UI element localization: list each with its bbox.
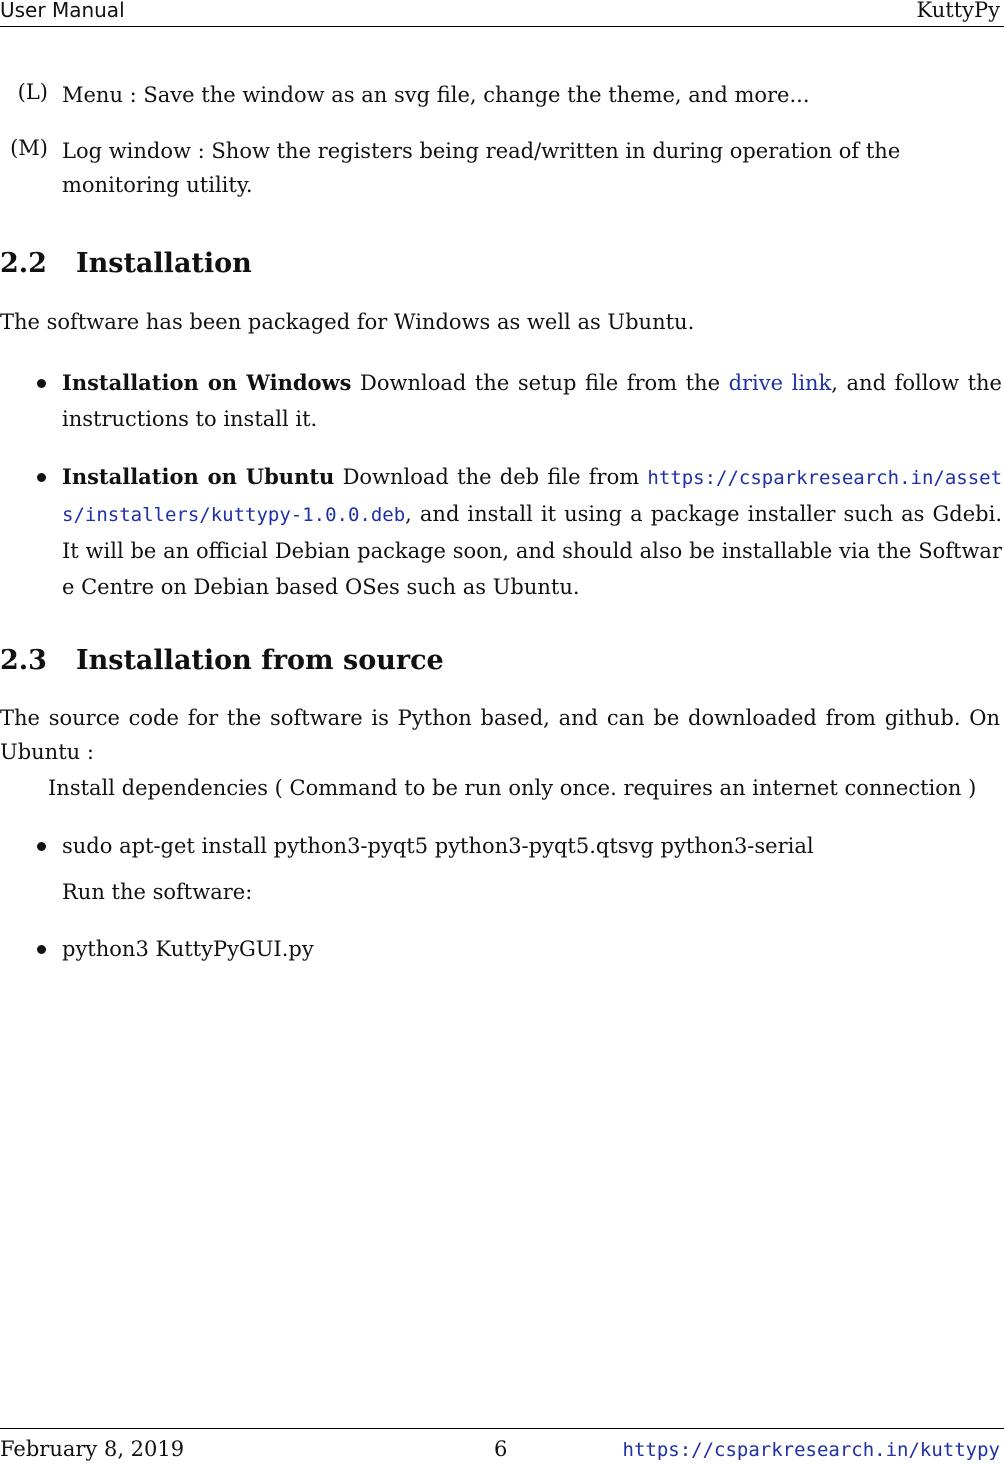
bullet-text: Download the deb file from bbox=[334, 465, 648, 489]
bullet-icon bbox=[37, 473, 46, 482]
section-number: 2.2 bbox=[0, 248, 47, 279]
run-command: python3 KuttyPyGUI.py bbox=[62, 937, 314, 961]
page-footer bbox=[0, 1428, 1004, 1467]
bullet-text: , and follow the instructions to install it. bbox=[62, 371, 1002, 431]
section-title: Installation from source bbox=[76, 645, 444, 676]
page-header bbox=[0, 0, 1004, 27]
section-number: 2.3 bbox=[0, 645, 47, 676]
run-note: Run the software: bbox=[62, 880, 253, 904]
bullet-icon bbox=[37, 945, 46, 954]
section-title: Installation bbox=[76, 248, 252, 279]
header-right-title: KuttyPy bbox=[916, 0, 1000, 22]
source-intro: The source code for the software is Python based, and can be downloaded from github. On Ubuntu : bbox=[0, 706, 1000, 764]
bullet-ubuntu bbox=[62, 459, 1002, 605]
bullet-title: Installation on Windows bbox=[62, 370, 352, 395]
bullet-title: Installation on Ubuntu bbox=[62, 464, 335, 489]
bullet-icon bbox=[37, 842, 46, 851]
section-heading-source bbox=[0, 645, 444, 676]
dependencies-note: Install dependencies ( Command to be run only once. requires an internet connection ) bbox=[48, 776, 977, 800]
footer-date: February 8, 2019 bbox=[0, 1437, 185, 1461]
bullet-text: , and install it using a package installer such as Gdebi. It will be an official Debian package soon, and should also be installable via the Software Centre on Debian based OSes such as Ubuntu. bbox=[62, 502, 1002, 599]
installation-intro: The software has been packaged for Windows as well as Ubuntu. bbox=[0, 310, 695, 334]
list-item-text: Log window : Show the registers being read/written in during operation of the monitoring utility. bbox=[62, 139, 901, 197]
list-item-text: Menu : Save the window as an svg file, change the theme, and more... bbox=[62, 83, 810, 107]
bullet-icon bbox=[37, 379, 46, 388]
section-heading-installation bbox=[0, 248, 252, 279]
list-item-label: (M) bbox=[10, 136, 48, 160]
drive-link[interactable]: drive link bbox=[728, 371, 832, 395]
install-command: sudo apt-get install python3-pyqt5 python3-pyqt5.qtsvg python3-serial bbox=[62, 834, 814, 858]
deb-download-link[interactable]: https://csparkresearch.in/assets/installers/kuttypy-1.0.0.deb bbox=[62, 467, 1003, 526]
footer-url-link[interactable]: https://csparkresearch.in/kuttypy bbox=[622, 1439, 1000, 1461]
bullet-windows bbox=[62, 365, 1002, 437]
header-left-title: User Manual bbox=[0, 0, 125, 22]
page-number: 6 bbox=[494, 1437, 508, 1461]
list-item-label: (L) bbox=[17, 80, 48, 104]
bullet-text: Download the setup file from the bbox=[351, 371, 729, 395]
